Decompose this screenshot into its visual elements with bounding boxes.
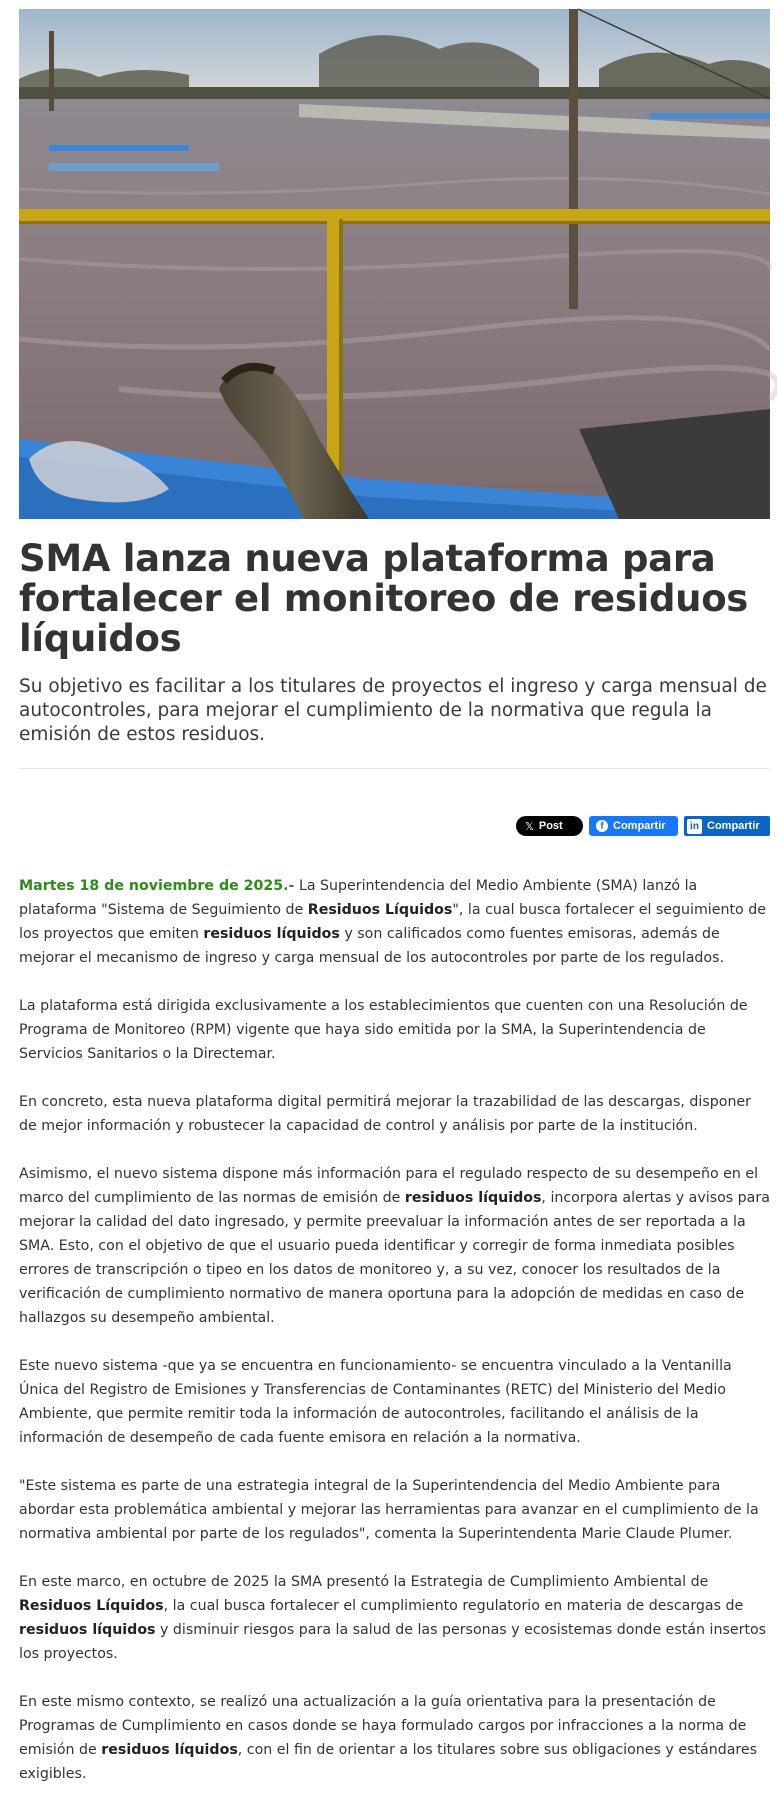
share-buttons [19,816,770,836]
paragraph-7 [19,1570,770,1666]
paragraph-1 [19,874,770,970]
share-facebook-label: Compartir [613,820,666,832]
x-logo-icon: 𝕏 [525,820,534,833]
bold-keyword: Residuos Líquidos [19,1598,164,1614]
bold-keyword: residuos líquidos [203,926,340,942]
share-facebook-button[interactable] [589,816,678,836]
paragraph-2: La plataforma está dirigida exclusivamente a los establecimientos que cuenten con una Resolución de Programa de Monitoreo (RPM) vigente que haya sido emitida por la SMA, la Superintendencia de Servicios Sanitarios o la Directemar. [19,998,748,1062]
article-subtitle: Su objetivo es facilitar a los titulares de proyectos el ingreso y carga mensual de autocontroles, para mejorar el cumplimiento de la normativa que regula la emisión de estos residuos. [19,676,767,745]
paragraph-text: La Superintendencia del Medio Ambiente (SMA) lanzó la plataforma "Sistema de Seguimiento de [19,878,698,918]
share-x-button[interactable] [516,816,583,836]
divider [19,768,770,769]
article-date: Martes 18 de noviembre de 2025.- [19,878,295,894]
paragraph-text: , con el fin de orientar a los titulares sobre sus obligaciones y estándares exigibles. [19,1742,758,1782]
paragraph-3: En concreto, esta nueva plataforma digital permitirá mejorar la trazabilidad de las descargas, disponer de mejor información y robustecer la capacidad de control y análisis por parte de la institución. [19,1094,751,1134]
paragraph-text: ", la cual busca fortalecer el seguimiento de los proyectos que emiten [19,902,766,942]
linkedin-logo-icon: in [687,819,702,834]
paragraph-text: y disminuir riesgos para la salud de las personas y ecosistemas donde están insertos los proyectos. [19,1622,767,1662]
paragraph-text: y son calificados como fuentes emisoras, además de mejorar el mecanismo de ingreso y carga mensual de los autocontroles por parte de los regulados. [19,926,724,966]
bold-keyword: residuos líquidos [101,1742,238,1758]
paragraph-5: Este nuevo sistema -que ya se encuentra en funcionamiento- se encuentra vinculado a la Ventanilla Única del Registro de Emisiones y Transferencias de Contaminantes (RETC) del Ministerio del Medio Ambiente, que permite remitir toda la información de autocontroles, facilitando el análisis de la información de desempeño de cada fuente emisora en relación a la normativa. [19,1358,732,1446]
paragraph-text: Asimismo, el nuevo sistema dispone más información para el regulado respecto de su desempeño en el marco del cumplimiento de las normas de emisión de [19,1166,759,1206]
paragraph-text: , incorpora alertas y avisos para mejorar la calidad del dato ingresado, y permite preevaluar la información antes de ser reportada a la SMA. Esto, con el objetivo de que el usuario pueda identificar y corregir de forma inmediata posibles errores de transcripción o tipeo en los datos de monitoreo y, a su vez, conocer los resultados de la verificación de cumplimiento normativo de manera oportuna para la adopción de medidas en caso de hallazgos su desempeño ambiental. [19,1190,770,1326]
bold-keyword: residuos líquidos [19,1622,156,1638]
bold-keyword: residuos líquidos [404,1190,542,1206]
paragraph-6: "Este sistema es parte de una estrategia integral de la Superintendencia del Medio Ambiente para abordar esta problemática ambiental y mejorar las herramientas para avanzar en el cumplimiento de la normativa ambiental por parte de los regulados", comenta la Superintendenta Marie Claude Plumer. [19,1478,759,1542]
article [19,9,770,1810]
paragraph-4 [19,1162,770,1330]
paragraph-text: En este mismo contexto, se realizó una actualización a la guía orientativa para la presentación de Programas de Cumplimiento en casos donde se haya formulado cargos por infracciones a la norma de emisión de [19,1694,747,1758]
bold-keyword: Residuos Líquidos [307,902,453,918]
paragraph-text: , la cual busca fortalecer el cumplimiento regulatorio en materia de descargas de [163,1598,744,1614]
article-hero-image [19,9,770,519]
wastewater-pond-photo [19,9,770,519]
paragraph-8 [19,1690,770,1786]
share-linkedin-button[interactable] [684,816,770,836]
article-body [19,874,770,1786]
paragraph-text: En este marco, en octubre de 2025 la SMA presentó la Estrategia de Cumplimiento Ambiental de [19,1574,709,1590]
facebook-logo-icon: f [596,820,608,832]
share-x-label: Post [538,820,563,832]
share-linkedin-label: Compartir [707,820,760,832]
article-title: SMA lanza nueva plataforma para fortalecer el monitoreo de residuos líquidos [19,537,749,660]
